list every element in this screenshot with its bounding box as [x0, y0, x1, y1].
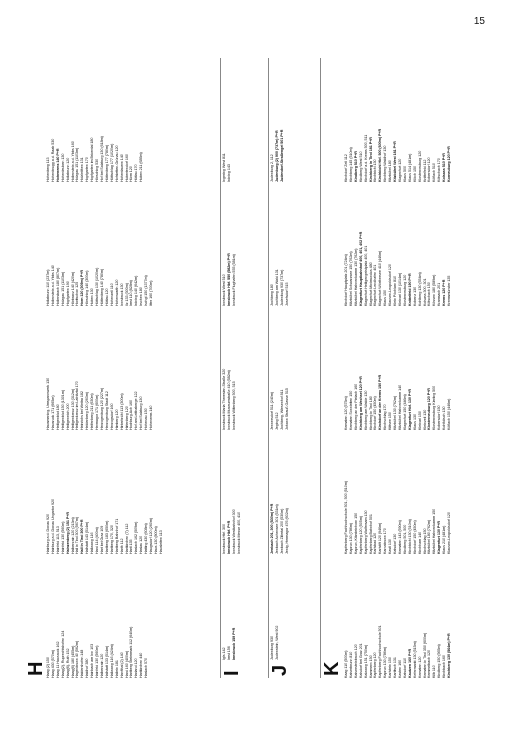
index-entry: Klagenfurt Lendhafen 401	[373, 264, 378, 306]
index-column	[222, 314, 237, 430]
index-entry: Kirchberg am Wechsel 120 P+R	[358, 376, 363, 430]
index-entry: Köflach 150 (446m)	[447, 398, 452, 430]
index-entry: Katsdorf 130	[393, 533, 398, 554]
index-entry: Himberg 120	[114, 409, 119, 430]
index-entry: Judenburg (2) 900 (737m) P+R	[274, 130, 279, 182]
index-entry: Kitzbühel 130 (762m)	[393, 395, 398, 430]
index-entry: Kobersdorf 120	[427, 157, 432, 182]
index-entry: Kirchham 140	[417, 531, 422, 554]
index-entry: Hartberg 183 (650m)	[104, 520, 109, 554]
index-entry: Hohenems 140	[149, 405, 154, 430]
index-entry: Kastl 130	[388, 539, 393, 554]
index-column	[46, 438, 164, 554]
index-entry: Kirchschlag 170	[383, 404, 388, 430]
index-entry: Judenstein, West 902	[274, 625, 279, 660]
index-entry: Kirchbichl Hbf. 500 (600m) P+R	[378, 128, 383, 182]
index-entry: Kalsdorf bei Graz 201	[358, 643, 363, 678]
index-entry: Hatting 430 (608m)	[144, 523, 149, 554]
index-entry: Harland 120	[134, 658, 139, 678]
index-entry: Haag (2) 150	[46, 657, 50, 678]
index-entry: Kammern 150	[368, 655, 373, 678]
index-entry: Hartberg Bahnhof 171	[114, 518, 119, 554]
index-entry: Kittsee 150	[388, 412, 393, 430]
index-entry: Kobersdorf 150	[437, 405, 442, 430]
index-entry: Hart bei Graz 109	[99, 525, 104, 554]
index-entry: Haus 130 (800m)	[153, 526, 158, 554]
index-column	[46, 66, 144, 182]
index-entry: Innsbruck Maria Theresien-Straße 320	[222, 368, 226, 430]
index-entry: Haugsdorf 120 (260m)	[149, 518, 154, 554]
index-entry: Ischgl 150 (1377m)	[144, 275, 149, 306]
index-entry: Kötschach 150	[427, 282, 432, 306]
index-entry: Kindberg West 510	[358, 151, 363, 182]
index-entry: Kirchberg am Walde 130	[363, 390, 368, 430]
index-entry: Kirchschlag 150	[422, 528, 427, 554]
index-entry: Jenbach Zillertal 200 (530m)	[279, 508, 284, 554]
index-entry: Kematen in Tirol 350 (600m)	[422, 632, 427, 678]
index-entry: Hallwang 116 (424m)	[109, 644, 114, 678]
index-entry: Kirchberg in Tirol 180	[368, 396, 373, 430]
index-entry: Judendorf-Straßengel 501 P+R	[279, 129, 284, 182]
index-entry: Hörbranz 140 (420m)	[70, 271, 75, 306]
index-entry: Hopfgarten 190	[65, 281, 70, 306]
index-entry: Huben 130	[90, 288, 95, 306]
index-entry: Kematen 143 (590m)	[397, 520, 402, 554]
index-entry: Klausen-Leopoldsdorf 120	[388, 264, 393, 306]
index-entry: Halbenrain 120 (213m)	[70, 517, 75, 554]
index-entry: Hermagor 171 (600m)	[95, 394, 100, 430]
index-entry: Klausen-Leopoldsdorf 120	[447, 512, 452, 554]
index-entry: Hainfeld 113, 513	[55, 526, 60, 554]
index-column	[270, 314, 290, 430]
index-entry: Kaiserbrunn 810	[348, 651, 353, 678]
index-entry: Irdning 140 (642m)	[134, 275, 139, 306]
index-entry: Judenburg 930	[270, 636, 274, 660]
index-entry: Kolsass 300, 301	[422, 278, 427, 306]
index-entry: Kirchdorf an der Krems 150 P+R	[378, 374, 383, 430]
index-entry: Kapfenberg 120	[373, 652, 378, 678]
index-entry: Kindberg 150 (565m)	[437, 644, 442, 678]
index-entry: Innsbruck 130	[119, 283, 124, 306]
index-entry: Innsbruck Westbahnhof 300	[231, 509, 236, 554]
index-entry: Hinterbrühl 113 (300m)	[119, 393, 124, 430]
index-entry: Klagenfurt 150 (446m)	[402, 394, 407, 430]
index-column	[46, 562, 149, 678]
index-entry: Karlsbad 120	[373, 532, 378, 554]
index-entry: Halbenrain 120	[99, 653, 104, 678]
index-entry: Klaus 514 (481m)	[407, 153, 412, 182]
index-entry: Haag(2), Ruprechtshofen 124	[60, 630, 65, 678]
index-entry: Kirchdorf a.d. Krems 500, 511	[363, 134, 368, 182]
index-entry: Kaisersteinbruch 120	[353, 644, 358, 678]
index-entry: Hallstatt 133 (514m)	[104, 645, 109, 678]
index-entry: Kautzen 160 P+R	[407, 648, 412, 678]
index-entry: Hürm 120	[129, 166, 134, 182]
index-entry: Hof bei Salzburg 130	[139, 396, 144, 430]
index-entry: Horitschon 125	[75, 281, 80, 306]
index-entry: Kalwang 151 (750m)	[363, 644, 368, 678]
section-letter-j: J	[269, 664, 291, 676]
index-entry: Hainbach am Inn 103	[90, 643, 95, 678]
index-entry: Jochberg am Wald 131	[274, 269, 279, 306]
index-entry: Hohentauern 140	[119, 154, 124, 182]
index-entry: Hausleiten 113	[158, 530, 163, 554]
index-entry: Klagenfurt Wörthersee 410 (446m)	[378, 250, 383, 306]
index-entry: Holzleithen 131	[80, 157, 85, 182]
index-entry: Jenbach Achensee 301 (531m)	[274, 504, 279, 554]
index-entry: Holzgau 151 (1103m)	[75, 147, 80, 182]
index-entry: Harth 112	[119, 538, 124, 554]
index-entry: Holzgau 151 (1103m)	[60, 271, 65, 306]
index-entry: Heiligenblut 180	[55, 404, 60, 430]
index-entry: Kitzbühel Hahnenkamm 140	[397, 384, 402, 430]
index-column	[344, 314, 452, 430]
index-entry: Hüttau 170	[134, 164, 139, 182]
index-column	[344, 562, 452, 678]
index-entry: Hollenstein a.d. Ybbs 160	[70, 141, 75, 182]
index-entry: Heinrichs bei Weitra 182	[80, 391, 85, 430]
index-entry: Knittelfeld 190 P+R	[407, 273, 412, 306]
index-entry: Hüttschlag 177 (1020m)	[109, 143, 114, 182]
index-entry: Kapfenberg Walfersam 130	[363, 510, 368, 554]
index-entry: Hofstetten-Grünau 120	[114, 145, 119, 182]
index-entry: Kaprun 130 (786m)	[348, 523, 353, 554]
index-entry: Innsbruck West 510	[222, 274, 226, 306]
index-entry: Haag(6) 180 (455m)	[70, 645, 75, 678]
index-entry: Innsbruck Hbf. 550 (582m) P+R	[226, 253, 231, 306]
index-entry: Hohenau 150	[144, 408, 149, 430]
index-entry: Köflach 510	[432, 163, 437, 182]
index-column	[270, 66, 285, 182]
index-entry: Judenburg 930 (737m)	[279, 269, 284, 306]
index-entry: Kirchdorf 150 (450m)	[373, 396, 378, 430]
index-entry: Judenburg 2, 112	[270, 154, 274, 182]
section-letter-k: K	[321, 661, 343, 676]
index-entry: Hof am Leithaberge 122	[134, 391, 139, 430]
index-entry: Hopfgarten im Brixental 180	[90, 137, 95, 182]
index-entry: Ilz 133 (300m)	[124, 283, 129, 306]
index-entry: Kematen Sonnleiten 150	[348, 390, 353, 430]
index-entry: Klaus 150	[383, 290, 388, 306]
index-entry: Kirchberg Waldhof 130	[383, 145, 388, 182]
index-entry: Kilb 110	[432, 665, 437, 678]
index-entry: Herzogenburg 120 (227m)	[99, 387, 104, 430]
index-entry: Kitzbühel Schwarzsee 150 (762m)	[348, 251, 353, 306]
index-column	[222, 190, 237, 306]
index-entry: Hagenbrunn 40 (562m)	[75, 640, 80, 678]
index-entry: Hallein 181	[114, 660, 119, 678]
index-entry: Kirchberg 130 (564m) P+R	[447, 633, 452, 678]
index-entry: Katsdorf 110	[402, 657, 407, 678]
index-column	[270, 190, 290, 306]
index-entry: Hohenleuben 130	[60, 153, 65, 182]
index-entry: Hollabrunn 110 (237m)	[46, 269, 50, 306]
index-entry: Hohenberg 113	[46, 157, 50, 182]
index-entry: Kirchbichl 130	[373, 159, 378, 182]
index-entry: Kirchberg in Tirol 181 P+R	[368, 137, 373, 182]
index-entry: Haidershofen 148	[80, 649, 85, 678]
index-entry: Kindberg 501, 500	[402, 524, 407, 554]
index-entry: Haag(6), Ruth 152	[65, 648, 70, 678]
index-entry: Kramsach 201	[437, 282, 442, 306]
index-entry: Hohenzell 110	[109, 283, 114, 306]
index-entry: Hard 160 (400m)	[124, 650, 129, 678]
index-entry: Heiligenkreuz im Lafnitztal 170	[75, 381, 80, 430]
index-entry: Hohenems 140 P+R	[55, 148, 60, 182]
index-entry: Hollenstein a.d. Ybbs 140	[50, 265, 55, 306]
index-entry: Jenbach 201, 300 (530m) P+R	[270, 503, 274, 554]
index-entry: Kasten 160	[397, 659, 402, 678]
index-entry: Kirchdorf Zell 112	[344, 154, 348, 182]
index-entry: Knittelfeld 112	[422, 159, 427, 182]
index-entry: Kohfidisch 130	[442, 406, 447, 430]
index-entry: Haslach 162 (509m)	[134, 521, 139, 554]
index-entry: Hainfeld 130 (560m)	[60, 521, 65, 554]
index-entry: Klosterneuburg Kierling 500	[432, 385, 437, 430]
index-entry: Hard 114 (400m)	[95, 527, 100, 554]
index-entry: Kremsmünster 135	[447, 275, 452, 306]
index-entry: Kirchberg an der Pielach 160	[353, 383, 358, 430]
index-entry: Hochburg-Ach 160	[129, 400, 134, 430]
index-entry: Klagenfurt Hauptbahnhof 400, 401, 402 P+R	[358, 231, 363, 306]
index-entry: Hausruck 171 (665m)	[50, 395, 55, 430]
section-k	[320, 58, 466, 678]
index-column	[222, 562, 237, 660]
index-entry: Hartberg Steiermark 112 (640m)	[129, 626, 134, 678]
index-column	[344, 438, 452, 554]
index-entry: Klagenfurt Hbf. 130 P+R	[407, 389, 412, 430]
index-entry: Kleinarl 130 (1014m)	[397, 272, 402, 306]
index-entry: Innsbruck Museumstraße 410 (582m)	[226, 370, 231, 430]
index-entry: Kirchbach 160	[442, 655, 447, 678]
index-entry: Hartl 135	[129, 539, 134, 554]
section-i	[220, 58, 269, 678]
section-letter-i: I	[221, 670, 243, 676]
index-entry: Josefsdorf 515	[284, 282, 289, 306]
index-entry: Klein Pöchlarn 810	[393, 275, 398, 306]
index-entry: Hartkirchen 440	[139, 652, 144, 678]
index-entry: Klaus 130	[412, 414, 417, 430]
index-entry: Klosterneuburg 120	[402, 274, 407, 306]
index-column	[46, 314, 154, 430]
index-entry: Hallstatt 143 (514m)	[85, 521, 90, 554]
section-j	[268, 58, 321, 678]
index-entry: Kapfenberg Bahnhof 501	[368, 514, 373, 554]
index-entry: Kirchbichl 130 (510m)	[407, 519, 412, 554]
index-entry: Kohlberg 130 (554m)	[417, 272, 422, 306]
index-entry: Karnabrunn 170	[383, 528, 388, 554]
index-entry: Heiligenblut 150 (1301m)	[60, 389, 65, 430]
index-entry: Innsbruck Wiltenberg 500, 515	[231, 381, 236, 430]
index-entry: Innsbruck Messe 400, 410	[236, 511, 241, 554]
index-entry: Jochberg 180	[270, 284, 274, 306]
index-entry: Hall in Tirol 300 (567m)	[75, 517, 80, 554]
index-column	[46, 190, 154, 306]
index-entry: Kolsass 510 P+R	[442, 153, 447, 182]
index-entry: Krems 120 P+R	[442, 279, 447, 306]
index-column	[222, 66, 232, 182]
index-entry: Hohenwarth 120	[114, 279, 119, 306]
index-entry: Innsbruck Flughafen 555 (581m)	[231, 254, 236, 306]
index-entry: Hopfgarten 170	[85, 157, 90, 182]
section-letter-h: H	[25, 661, 47, 676]
index-entry: Hollabrunn 120	[65, 157, 70, 182]
index-entry: Itter 160 (700m)	[149, 280, 154, 306]
index-entry: Klaus 210 (481m)	[442, 525, 447, 554]
index-entry: Kitzbühel West 181 P+R	[393, 141, 398, 182]
index-entry: Hirtenberg 120	[124, 406, 129, 430]
index-entry: Jenig, Hermagor 476 (602m)	[284, 508, 289, 554]
index-entry: Kapfenberg 120 (505m)	[358, 516, 363, 554]
index-entry: Hallwang 116	[90, 532, 95, 554]
index-entry: Hainburg a.d. Donau 920	[46, 513, 50, 554]
index-entry: Johann Strauß Gasse 515	[284, 388, 289, 430]
index-entry: Kleinarl 150	[417, 411, 422, 430]
index-entry: Hubertendorf 160	[124, 154, 129, 182]
index-entry: Kitzbühel 180	[388, 160, 393, 182]
index-entry: Hall in Tirol 300 P+R	[80, 519, 85, 554]
index-entry: Helfenberg 211 (630m)	[90, 393, 95, 430]
index-entry: Karlstein 150	[388, 657, 393, 678]
index-entry: Klosterneuburg 120 P+R	[427, 388, 432, 430]
index-entry: Heiligeneich 200	[65, 403, 70, 430]
index-entry: Herzogenburg Stadt 112	[104, 391, 109, 430]
index-entry: Imst 156	[226, 646, 231, 660]
index-entry: Kemmelbach 120	[427, 650, 432, 678]
index-entry: Korneuburg 120 P+R	[447, 146, 452, 182]
index-entry: Haslach 570	[144, 658, 149, 678]
index-entry: Heldenberg 120 (263m)	[85, 392, 90, 430]
index-entry: Kaprun, Kitzsteinhorn 150	[353, 512, 358, 554]
index-column	[344, 66, 452, 182]
index-entry: Kleinzell 130	[422, 409, 427, 430]
index-entry: Kirchdorf 150 (450m)	[412, 520, 417, 554]
index-entry: Hainfeld 130 (560m)	[95, 645, 100, 678]
index-entry: Haag 430 (570m)	[50, 650, 55, 678]
index-entry: Klagenfurt 130 P+R	[437, 520, 442, 554]
index-entry: Ingering West 811	[222, 153, 226, 182]
index-entry: Huben 211 (685m)	[139, 152, 144, 182]
index-entry: Herzogsdorf 160	[109, 403, 114, 430]
index-column	[270, 438, 290, 554]
index-entry: Kapfenberg Fachhochschule 501	[378, 625, 383, 678]
index-entry: Hanfthal (2) 140	[119, 652, 124, 678]
index-entry: Igls 142	[222, 647, 226, 660]
index-column	[270, 562, 280, 660]
index-entry: Hörsching 530	[95, 158, 100, 182]
index-entry: Klagenfurt Minimundus 480	[368, 262, 373, 306]
index-entry: Kirchberg 145 (510m)	[348, 147, 353, 182]
index-entry: Kötschach 170	[437, 158, 442, 182]
index-entry: Klöch 150	[412, 166, 417, 182]
index-entry: Kartitsch 131	[393, 657, 398, 678]
index-entry: Hollersbach 180 (807m)	[55, 267, 60, 306]
index-entry: Hof bei Salzburg 130 (618m)	[99, 136, 104, 182]
index-entry: Karlstift 120 (946m)	[378, 522, 383, 554]
index-entry: Irdning 143	[226, 164, 231, 182]
index-entry: Klosterneuburg 120	[417, 150, 422, 182]
index-entry: Jennersdorf 511 (240m)	[270, 392, 274, 430]
index-entry: Jochberg, Wiesenhof 811	[279, 389, 284, 430]
index-entry: Innsbruck 159 P+R	[231, 627, 236, 660]
index-entry: Haidhof 380	[85, 658, 90, 678]
index-sheet	[24, 58, 466, 678]
index-entry: Kirchdorf Hauptplatz 201 (724m)	[344, 254, 348, 306]
index-entry: Hainzenberg (2) 151 P+R	[65, 512, 70, 554]
index-entry: Hüttenberg 140 (780m)	[99, 268, 104, 306]
index-entry: Heiligenkreuz 130 (312m)	[70, 388, 75, 430]
index-entry: Kematen 120	[417, 656, 422, 678]
index-entry: Kindberg 510 P+R	[353, 151, 358, 182]
index-column	[344, 190, 452, 306]
index-entry: Hüttschlag 130 (1020m)	[95, 267, 100, 306]
index-column	[222, 438, 242, 554]
index-entry: Jeging 512	[274, 412, 279, 430]
index-entry: Hüttau 120	[104, 288, 109, 306]
page-number: 15	[473, 16, 485, 27]
index-entry: Hartberg 170, 320	[109, 525, 114, 554]
index-entry: Klaus 500	[402, 166, 407, 182]
index-entry: Kaag 110 (500m)	[344, 650, 348, 678]
index-entry: Hohenbrugg a.d. Raab 530	[50, 138, 55, 182]
index-entry: Haslau 120	[139, 535, 144, 554]
index-entry: Innsbruck Hbf. P+R	[226, 520, 231, 554]
index-entry: Hainburg a.d. Donau Ungartor 920	[50, 499, 55, 554]
index-entry: Imst 110 (828m)	[129, 280, 134, 306]
section-h	[24, 58, 221, 678]
index-entry: Kefermarkt 130 (515m)	[412, 641, 417, 678]
index-entry: Kapfenberg Fachhochschule 501, 500 (510m)	[344, 481, 348, 554]
index-entry: Horn 120 (309m) P+R	[80, 269, 85, 306]
index-entry: Kaprun 130 (786m)	[383, 647, 388, 678]
index-entry: Innsbruck Hbf. 300	[222, 523, 226, 554]
index-entry: Haag 11 Hausruck 162	[55, 641, 60, 678]
index-entry: Klagenfurt Heiligengeistplatz 400, 401	[363, 245, 368, 306]
index-entry: Kitzbühel 180 (762m)	[427, 519, 432, 554]
index-entry: Kössen 180 (589m)	[432, 274, 437, 306]
index-entry: Hüttenberg 177 (780m)	[104, 144, 109, 182]
index-entry: Klagenfurt 120	[397, 158, 402, 182]
index-entry: Kitzbühel Hahnenkamm 130 (762m)	[353, 248, 358, 306]
index-entry: Hausmening, Umspannwerk 130	[46, 377, 50, 430]
index-entry: Kematen 120 (575m)	[344, 396, 348, 430]
index-entry: Kobenz 130	[412, 286, 417, 306]
index-entry: Irschen 180	[139, 287, 144, 306]
index-entry: Hartkirchen (7) 112	[124, 523, 129, 554]
index-entry: Hörsching 140 (300m)	[85, 270, 90, 306]
index-entry: Kitzbühel Hahnenkamm 150	[432, 508, 437, 554]
